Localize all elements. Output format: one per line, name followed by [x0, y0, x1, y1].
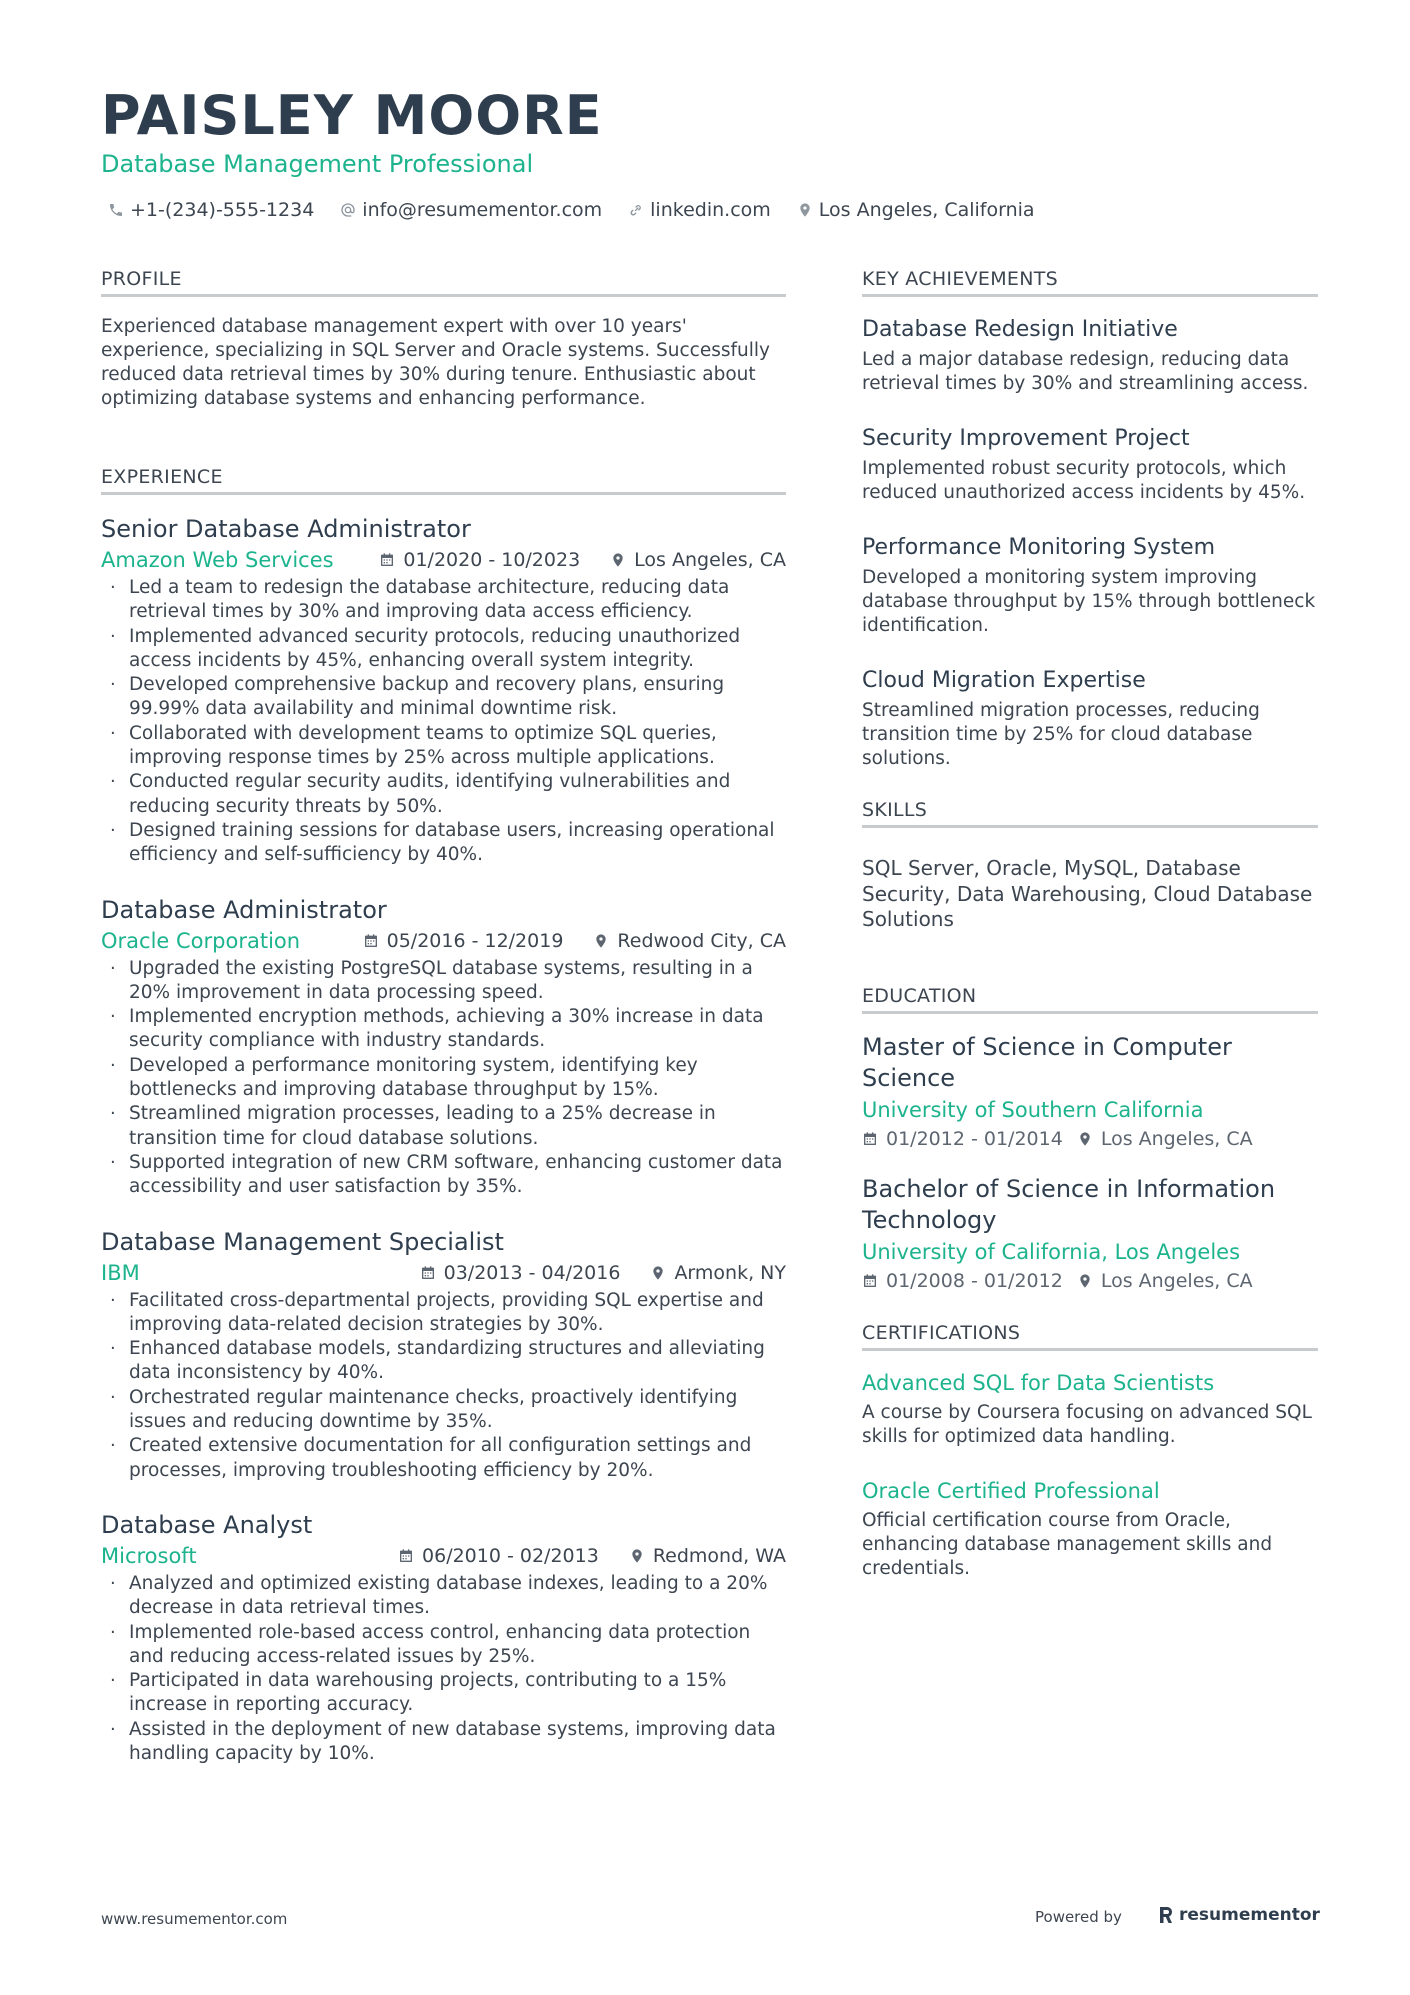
- email-text: info@resumementor.com: [362, 199, 603, 221]
- job-meta: [101, 548, 786, 572]
- skills-section-title: SKILLS: [862, 799, 1318, 828]
- job-dates-text: 03/2013 - 04/2016: [443, 1261, 621, 1284]
- experience-entry: [101, 1509, 786, 1766]
- education-location: [1077, 1270, 1253, 1292]
- experience-bullet: · Orchestrated regular maintenance checks, proactively identifying issues and reducing downtime by 35%.: [101, 1386, 786, 1435]
- job-title: Senior Database Administrator: [101, 515, 471, 543]
- job-bullets: [101, 1572, 786, 1766]
- education-dates: [862, 1128, 1063, 1150]
- certification-description: Official certification course from Oracle, enhancing database management skills and credentials.: [862, 1509, 1273, 1579]
- job-bullets: [101, 576, 786, 868]
- achievement-title: Cloud Migration Expertise: [862, 668, 1146, 693]
- experience-entry: [101, 1226, 786, 1483]
- location-pin-icon: [610, 552, 626, 568]
- education-dates: [862, 1270, 1063, 1292]
- location-pin-icon: [593, 933, 609, 949]
- achievement-title: Security Improvement Project: [862, 426, 1190, 451]
- experience-entry: [101, 513, 786, 868]
- experience-bullet: · Developed a performance monitoring system, identifying key bottlenecks and improving database throughput by 15%.: [101, 1054, 786, 1103]
- contact-location: [797, 199, 1035, 221]
- education-location: [1077, 1128, 1253, 1150]
- job-location-text: Redwood City, CA: [617, 929, 786, 952]
- job-dates: [363, 930, 564, 952]
- experience-section-title: EXPERIENCE: [101, 466, 786, 495]
- certification-name: Advanced SQL for Data Scientists: [862, 1370, 1215, 1395]
- experience-bullet: · Collaborated with development teams to optimize SQL queries, improving response times by 25% across multiple applications.: [101, 722, 786, 771]
- job-location: [629, 1545, 786, 1567]
- experience-bullet: · Designed training sessions for database users, increasing operational efficiency and self-sufficiency by 40%.: [101, 819, 786, 868]
- skills-text: SQL Server, Oracle, MySQL, Database Security, Data Warehousing, Cloud Database Solutions: [862, 856, 1313, 931]
- job-meta: [101, 1261, 786, 1285]
- calendar-icon: [862, 1273, 878, 1289]
- achievements-section-title: KEY ACHIEVEMENTS: [862, 268, 1318, 297]
- job-bullets: [101, 957, 786, 1200]
- experience-bullet: · Upgraded the existing PostgreSQL database systems, resulting in a 20% improvement in data processing speed.: [101, 957, 786, 1006]
- job-location-text: Los Angeles, CA: [634, 549, 786, 571]
- profile-section-title: PROFILE: [101, 268, 786, 297]
- education-list: [862, 1032, 1318, 1292]
- achievement-item: [862, 424, 1318, 505]
- education-meta: [862, 1128, 1318, 1150]
- location-pin-icon: [1077, 1131, 1093, 1147]
- degree-title: Master of Science in Computer Science: [862, 1032, 1232, 1092]
- education-section-title: EDUCATION: [862, 985, 1318, 1014]
- location-pin-icon: [629, 1548, 645, 1564]
- achievement-description: Developed a monitoring system improving database throughput by 15% through bottleneck identification.: [862, 567, 1316, 636]
- contact-phone[interactable]: [108, 199, 314, 221]
- phone-icon: [108, 202, 124, 218]
- degree-title: Bachelor of Science in Information Technology: [862, 1174, 1276, 1234]
- job-title: Database Administrator: [101, 895, 387, 924]
- experience-bullet: · Implemented encryption methods, achieving a 30% increase in data security compliance with industry standards.: [101, 1005, 786, 1054]
- achievement-item: [862, 315, 1318, 396]
- experience-list: [101, 513, 786, 1766]
- education-meta: [862, 1270, 1318, 1292]
- job-dates-location: [398, 1545, 786, 1567]
- education-location-text: Los Angeles, CA: [1100, 1269, 1253, 1292]
- experience-bullet: · Streamlined migration processes, leading to a 25% decrease in transition time for cloud database solutions.: [101, 1102, 786, 1151]
- achievement-description: Streamlined migration processes, reducing transition time by 25% for cloud database solutions.: [862, 700, 1260, 769]
- company-name: Oracle Corporation: [101, 928, 301, 953]
- education-location-text: Los Angeles, CA: [1100, 1127, 1253, 1150]
- experience-bullet: · Participated in data warehousing projects, contributing to a 15% increase in reporting accuracy.: [101, 1669, 786, 1718]
- left-column: [101, 268, 786, 1792]
- calendar-icon: [398, 1548, 414, 1564]
- candidate-role: Database Management Professional: [101, 150, 534, 178]
- job-meta: [101, 929, 786, 953]
- job-title: Database Analyst: [101, 1510, 313, 1539]
- contact-email[interactable]: [340, 199, 602, 221]
- school-name: University of Southern California: [862, 1097, 1204, 1122]
- right-column: [862, 268, 1318, 1609]
- experience-bullet: · Created extensive documentation for all configuration settings and processes, improving troubleshooting efficiency by 20%.: [101, 1434, 786, 1483]
- job-dates: [379, 549, 580, 571]
- calendar-icon: [363, 933, 379, 949]
- certifications-section-title: CERTIFICATIONS: [862, 1322, 1318, 1351]
- experience-bullet: · Facilitated cross-departmental projects, providing SQL expertise and improving data-related decision strategies by 30%.: [101, 1289, 786, 1338]
- achievement-item: [862, 666, 1318, 771]
- achievements-list: [862, 315, 1318, 771]
- location-pin-icon: [650, 1265, 666, 1281]
- experience-bullet: · Implemented advanced security protocols, reducing unauthorized access incidents by 45%, enhancing overall system integrity.: [101, 625, 786, 674]
- experience-bullet: · Developed comprehensive backup and recovery plans, ensuring 99.99% data availability and minimal downtime risk.: [101, 673, 786, 722]
- experience-bullet: · Implemented role-based access control, enhancing data protection and reducing access-related issues by 25%.: [101, 1621, 786, 1670]
- job-bullets: [101, 1289, 786, 1483]
- certifications-list: [862, 1369, 1318, 1581]
- job-location: [650, 1262, 786, 1284]
- at-icon: [340, 202, 356, 218]
- job-location: [610, 549, 786, 571]
- job-dates: [398, 1545, 599, 1567]
- achievement-description: Implemented robust security protocols, which reduced unauthorized access incidents by 45%.: [862, 458, 1306, 503]
- achievement-title: Performance Monitoring System: [862, 535, 1216, 560]
- company-name: Microsoft: [101, 1543, 197, 1568]
- job-dates-text: 01/2020 - 10/2023: [403, 549, 581, 571]
- linkedin-text: linkedin.com: [650, 199, 771, 221]
- experience-bullet: · Assisted in the deployment of new database systems, improving data handling capacity by 10%.: [101, 1718, 786, 1767]
- education-entry: [862, 1032, 1318, 1150]
- link-icon: [628, 202, 644, 218]
- contact-bar: [108, 199, 1061, 221]
- job-dates-location: [420, 1262, 786, 1284]
- footer-brand-text: resumementor: [1179, 1905, 1320, 1925]
- school-name: University of California, Los Angeles: [862, 1239, 1241, 1264]
- calendar-icon: [379, 552, 395, 568]
- footer-url[interactable]: www.resumementor.com: [101, 1910, 288, 1928]
- phone-text: +1-(234)-555-1234: [130, 199, 315, 221]
- job-meta: [101, 1544, 786, 1568]
- experience-bullet: · Analyzed and optimized existing database indexes, leading to a 20% decrease in data retrieval times.: [101, 1572, 786, 1621]
- achievement-title: Database Redesign Initiative: [862, 317, 1178, 342]
- location-text: Los Angeles, California: [818, 199, 1035, 221]
- experience-bullet: · Supported integration of new CRM software, enhancing customer data accessibility and user satisfaction by 35%.: [101, 1151, 786, 1200]
- company-name: IBM: [101, 1260, 140, 1285]
- calendar-icon: [862, 1131, 878, 1147]
- contact-linkedin[interactable]: [628, 199, 771, 221]
- resumementor-logo-icon: [1158, 1905, 1174, 1925]
- education-entry: [862, 1174, 1318, 1292]
- education-dates-text: 01/2008 - 01/2012: [886, 1269, 1063, 1292]
- job-title: Database Management Specialist: [101, 1227, 504, 1256]
- job-location-text: Armonk, NY: [674, 1261, 786, 1284]
- achievement-description: Led a major database redesign, reducing data retrieval times by 30% and streamlining access.: [862, 349, 1309, 394]
- job-location-text: Redmond, WA: [652, 1544, 786, 1567]
- job-dates-location: [363, 930, 786, 952]
- company-name: Amazon Web Services: [101, 548, 334, 572]
- experience-bullet: · Enhanced database models, standardizing structures and alleviating data inconsistency by 40%.: [101, 1337, 786, 1386]
- location-pin-icon: [797, 202, 813, 218]
- certification-description: A course by Coursera focusing on advanced SQL skills for optimized data handling.: [862, 1401, 1312, 1447]
- education-dates-text: 01/2012 - 01/2014: [886, 1127, 1063, 1150]
- experience-bullet: · Led a team to redesign the database architecture, reducing data retrieval times by 30% and improving data access efficiency.: [101, 576, 786, 625]
- profile-text: Experienced database management expert with over 10 years' experience, specializing in SQL Server and Oracle systems. Successfully reduced data retrieval times by 30% during tenure. Enthusiastic about optimizing database systems and enhancing performance.: [101, 316, 770, 409]
- footer-brand-logo[interactable]: [1158, 1905, 1320, 1925]
- experience-entry: [101, 894, 786, 1200]
- location-pin-icon: [1077, 1273, 1093, 1289]
- job-dates-text: 05/2016 - 12/2019: [386, 929, 564, 952]
- certification-name: Oracle Certified Professional: [862, 1478, 1160, 1503]
- achievement-item: [862, 533, 1318, 638]
- job-dates-text: 06/2010 - 02/2013: [422, 1544, 599, 1567]
- calendar-icon: [420, 1265, 436, 1281]
- job-location: [593, 930, 786, 952]
- candidate-name: PAISLEY MOORE: [101, 84, 603, 147]
- certification-item: [862, 1477, 1318, 1581]
- job-dates: [420, 1262, 621, 1284]
- experience-bullet: · Conducted regular security audits, identifying vulnerabilities and reducing security threats by 50%.: [101, 770, 786, 819]
- certification-item: [862, 1369, 1318, 1449]
- job-dates-location: [379, 549, 786, 571]
- footer-powered-by: Powered by: [1035, 1908, 1122, 1926]
